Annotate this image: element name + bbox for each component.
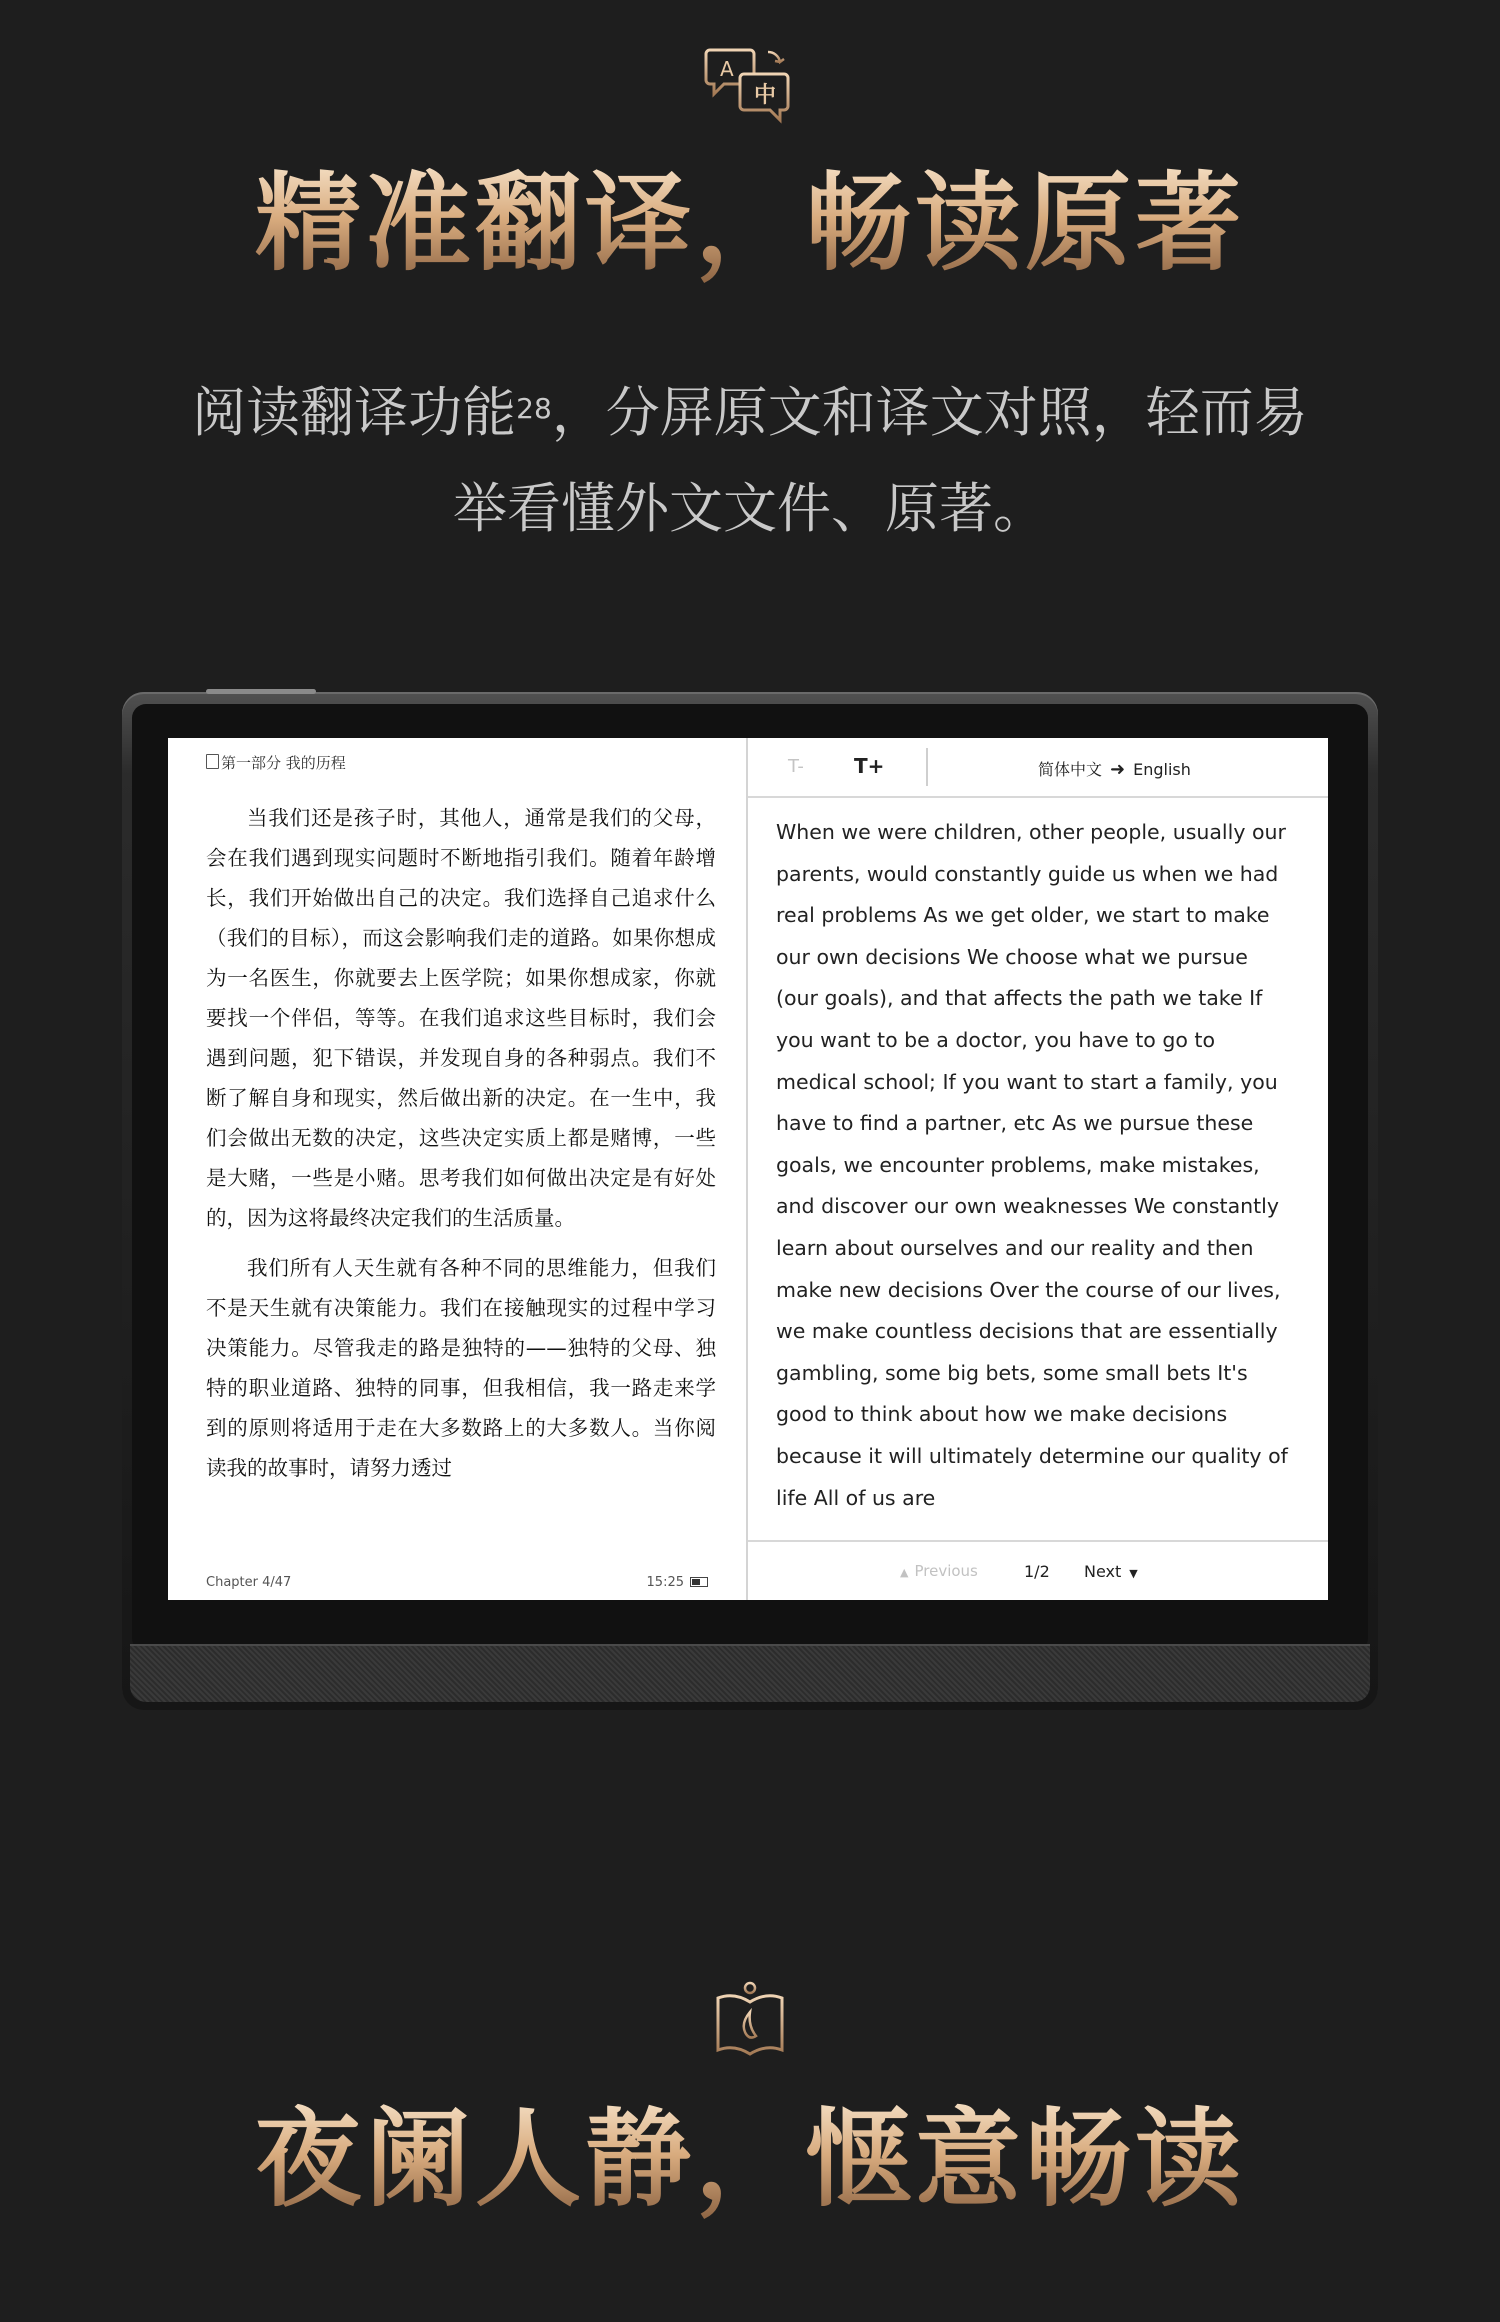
language-selector[interactable] [1038, 757, 1191, 780]
reader-screen [168, 738, 1328, 1600]
next-label: Next [1084, 1562, 1122, 1581]
previous-label: Previous [914, 1562, 978, 1580]
pagination-bar [748, 1540, 1328, 1600]
bookmark-icon[interactable] [206, 754, 219, 769]
chevron-down-icon: ▼ [1129, 1567, 1138, 1580]
section-title-translation: 精准翻译，畅读原著 [0, 166, 1500, 283]
chevron-up-icon: ▲ [900, 1566, 909, 1579]
next-page-button[interactable] [1084, 1562, 1138, 1581]
font-increase-button[interactable]: T+ [854, 754, 885, 778]
subtitle-text-rest: ，分屏原文和译文对照，轻而易 [551, 381, 1308, 444]
original-text [206, 798, 716, 1498]
chapter-progress: Chapter 4/47 [206, 1575, 292, 1590]
target-language: English [1133, 760, 1191, 779]
footnote-marker: 28 [516, 392, 552, 425]
subtitle-text-line2: 举看懂外文文件、原著。 [453, 477, 1047, 540]
section-title-night-reading: 夜阑人静，惬意畅读 [0, 2102, 1500, 2219]
svg-text:中: 中 [754, 83, 777, 108]
battery-icon [690, 1577, 708, 1587]
translated-text: When we were children, other people, usually our parents, would constantly guide us when we had real problems As we get older, we start to make our own decisions We choose what we pursue (our goals), and that affects the path we take If you want to be a doctor, you have to go to medical school; If you want to start a family, you have to find a partner, etc As we pursue these goals, we encounter problems, make mistakes, and discover our own weaknesses We constantly learn about ourselves and our reality and then make new decisions Over the course of our lives, we make countless decisions that are essentially gambling, some big bets, some small bets It's good to think about how we make decisions because it will ultimately determine our quality of life All of us are [776, 820, 1288, 1510]
status-footer [206, 1575, 708, 1590]
arrow-right-icon: ➜ [1110, 759, 1126, 780]
device-grip-texture [130, 1644, 1370, 1702]
original-text-pane [168, 738, 748, 1600]
power-button[interactable] [206, 689, 316, 694]
night-reading-icon [708, 1978, 792, 2068]
toolbar-divider [926, 748, 928, 786]
chapter-header [206, 752, 346, 773]
section-subtitle-translation [120, 365, 1380, 557]
source-language: 简体中文 [1038, 760, 1103, 779]
paragraph: 当我们还是孩子时，其他人，通常是我们的父母，会在我们遇到现实问题时不断地指引我们。随着年龄增长，我们开始做出自己的决定。我们选择自己追求什么（我们的目标），而这会影响我们走的道路。如果你想成为一名医生，你就要去上医学院；如果你想成家，你就要找一个伴侣，等等。在我们追求这些目标时，我们会遇到问题，犯下错误，并发现自身的各种弱点。我们不断了解自身和现实，然后做出新的决定。在一生中，我们会做出无数的决定，这些决定实质上都是赌博，一些是大赌，一些是小赌。思考我们如何做出决定是有好处的，因为这将最终决定我们的生活质量。 [206, 806, 716, 1230]
font-decrease-button[interactable]: T- [788, 756, 804, 777]
translate-icon [704, 44, 796, 128]
translate-icon-wrap [0, 44, 1500, 128]
e-reader-device [122, 692, 1378, 1710]
translation-toolbar [748, 738, 1328, 798]
chapter-title: 第一部分 我的历程 [221, 754, 346, 772]
clock: 15:25 [646, 1575, 684, 1590]
paragraph: 我们所有人天生就有各种不同的思维能力，但我们不是天生就有决策能力。我们在接触现实的过程中学习决策能力。尽管我走的路是独特的——独特的父母、独特的职业道路、独特的同事，但我相信，我一路走来学到的原则将适用于走在大多数路上的大多数人。当你阅读我的故事时，请努力透过 [206, 1256, 716, 1480]
subtitle-text: 阅读翻译功能 [192, 381, 517, 444]
status-time-group [647, 1575, 708, 1590]
svg-text:A: A [720, 57, 734, 81]
page-indicator: 1/2 [1024, 1562, 1050, 1581]
translation-pane [748, 738, 1328, 1600]
previous-page-button[interactable] [900, 1562, 978, 1580]
night-icon-wrap [0, 1978, 1500, 2068]
